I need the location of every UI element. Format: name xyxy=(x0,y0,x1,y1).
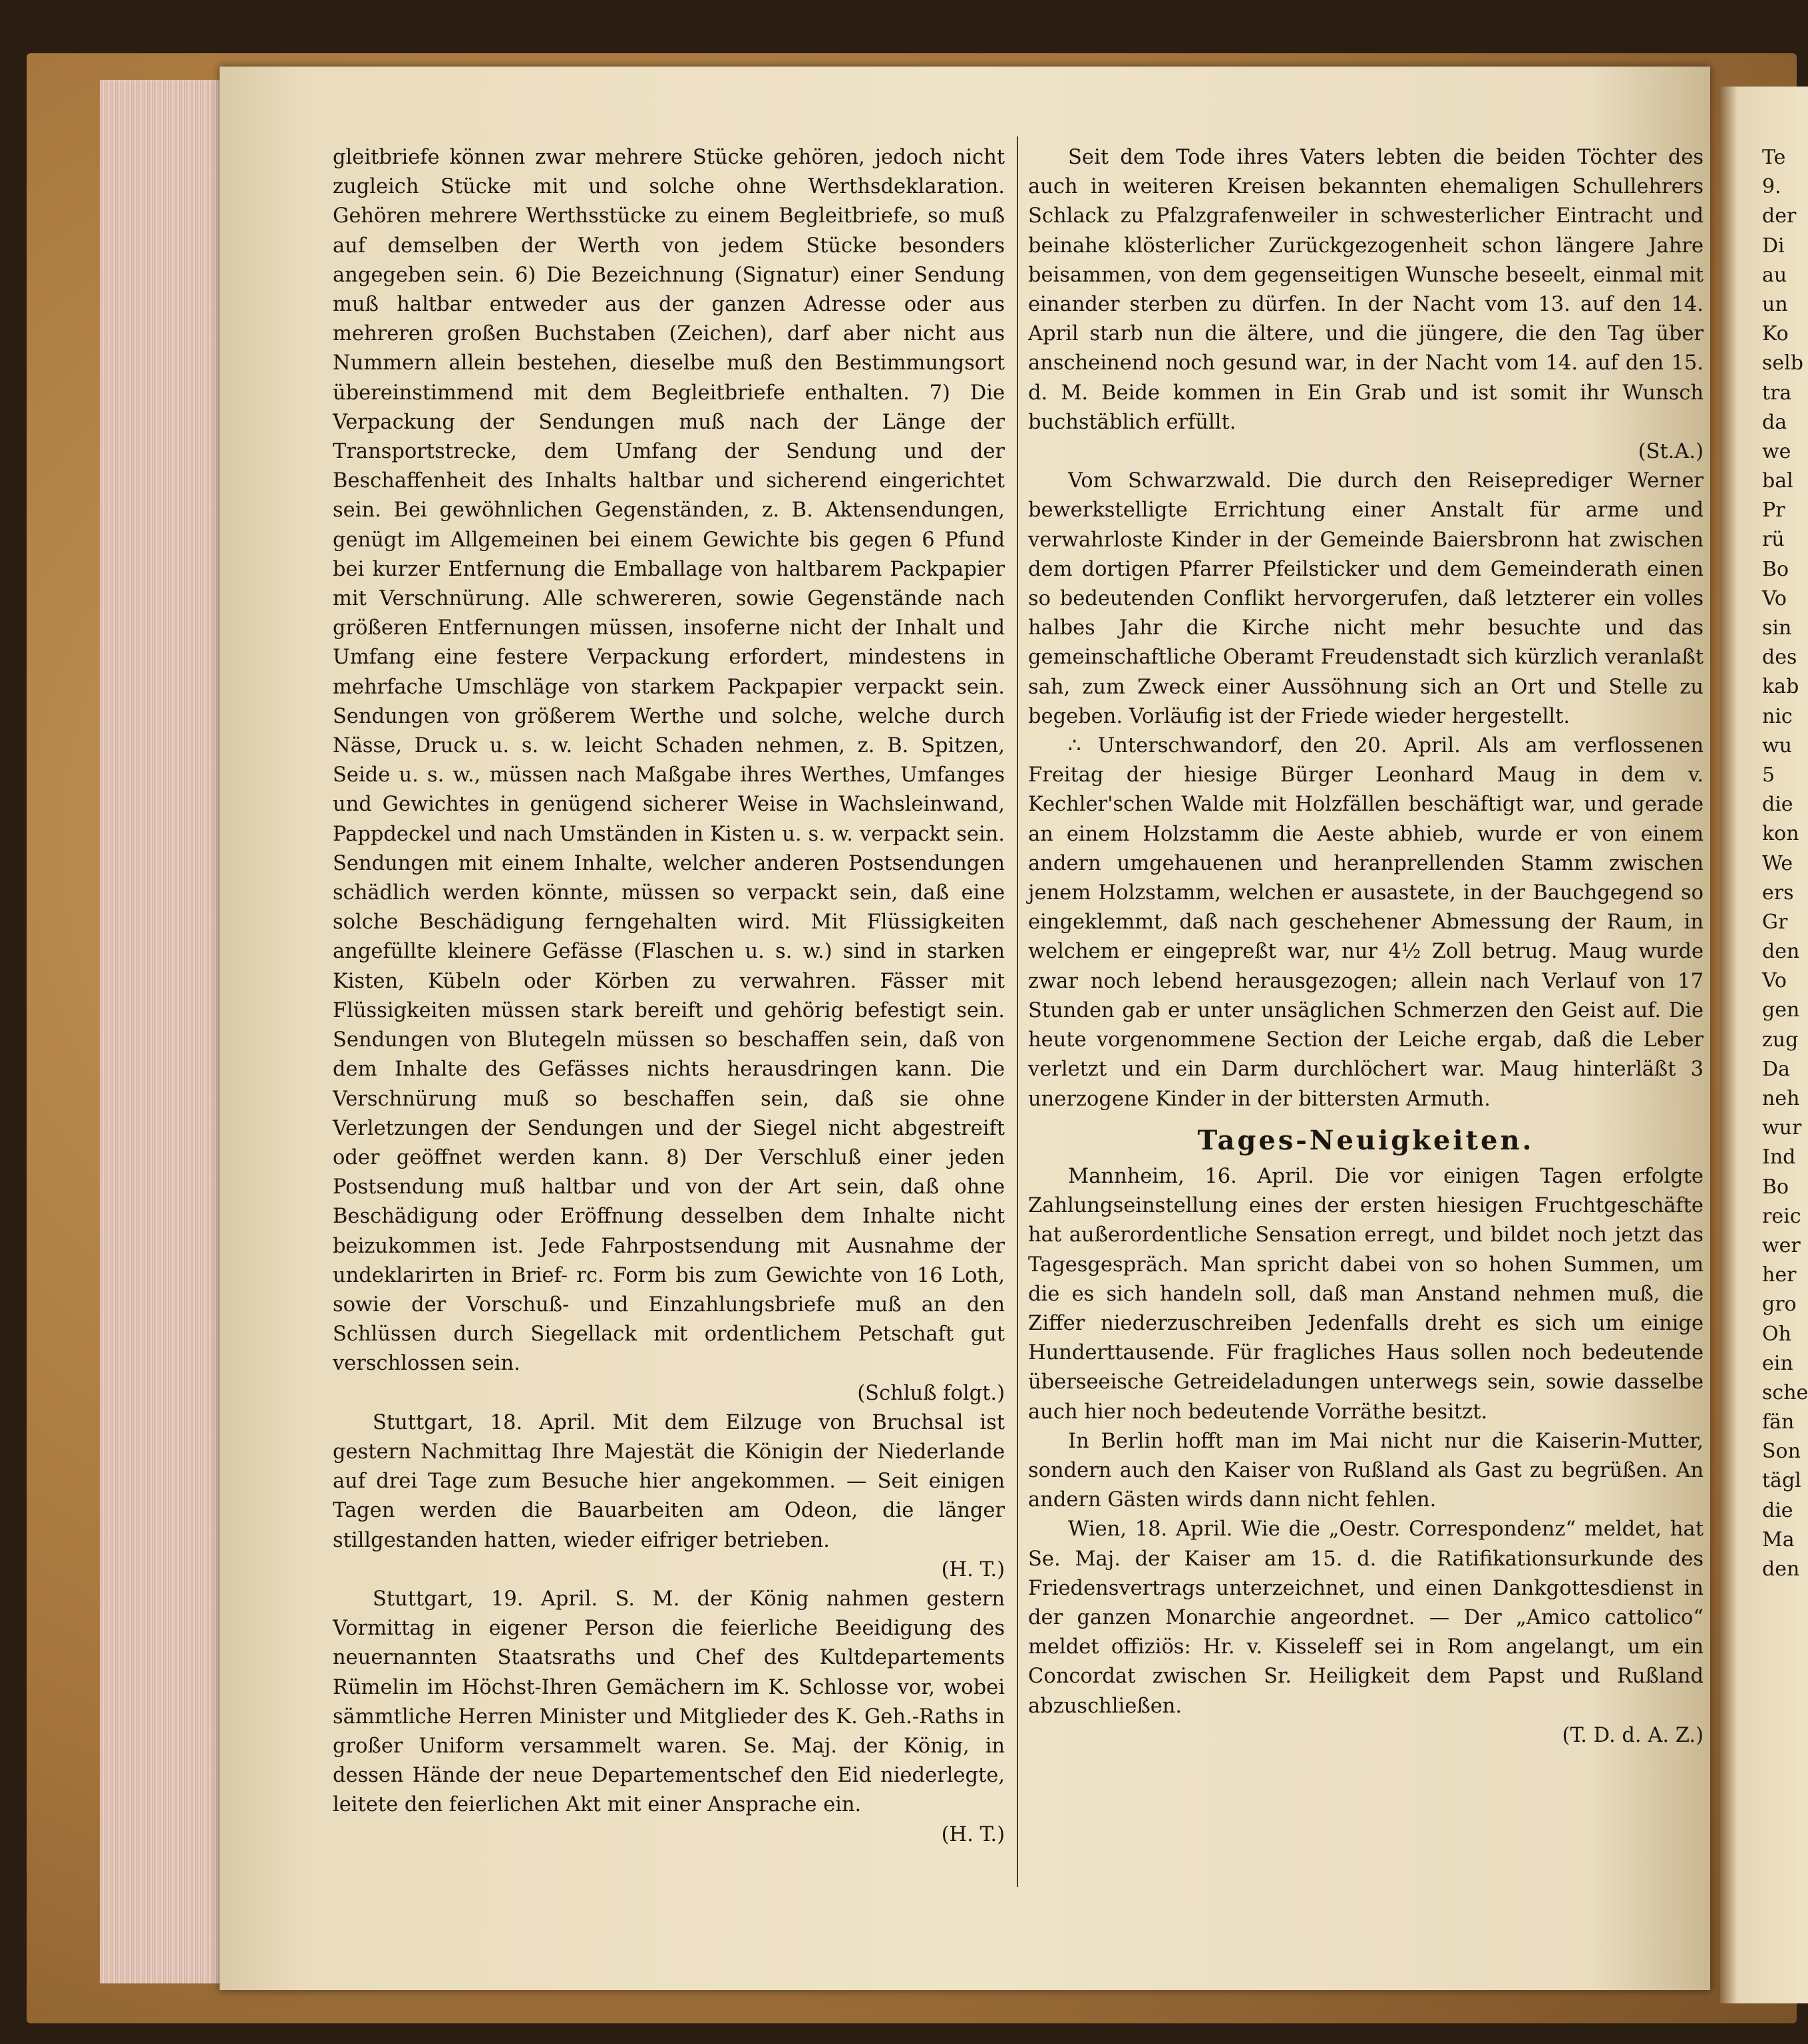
next-page-fragment: Gr xyxy=(1762,910,1788,934)
next-page-fragment: Da xyxy=(1762,1057,1790,1081)
next-page-fragment: neh xyxy=(1762,1087,1800,1110)
next-page-fragment: we xyxy=(1762,439,1791,463)
next-page-fragment: rü xyxy=(1762,528,1785,552)
next-page-fragment: Ko xyxy=(1762,322,1789,346)
signature: (Schluß folgt.) xyxy=(857,1381,1005,1405)
signature: (St.A.) xyxy=(1638,440,1704,464)
article-berlin: In Berlin hofft man im Mai nicht nur die Kaiserin-Mutter, sondern auch den Kaiser von Rußland als Gast zu begrüßen. An andern Gästen wirds dann nicht fehlen. xyxy=(1028,1429,1704,1512)
column-divider xyxy=(1017,136,1018,1887)
next-page-fragment: die xyxy=(1762,1498,1793,1522)
next-page-fragment: un xyxy=(1762,292,1788,316)
next-page-fragment: Son xyxy=(1762,1440,1801,1464)
next-page-fragment: den xyxy=(1762,940,1800,964)
right-column xyxy=(1028,143,1704,1750)
next-page-fragment: da xyxy=(1762,410,1787,434)
next-page-text-fragments xyxy=(1762,143,1808,1584)
next-page-fragment: tägl xyxy=(1762,1469,1801,1493)
next-page-fragment: Di xyxy=(1762,234,1785,258)
next-page-fragment: We xyxy=(1762,851,1793,875)
left-column xyxy=(333,143,1005,1850)
signature: (H. T.) xyxy=(941,1822,1005,1846)
article-wien: Wien, 18. April. Wie die „Oestr. Correspondenz“ meldet, hat Se. Maj. der Kaiser am 15. d. die Ratifikationsurkunde des Friedensvertrags unterzeichnet, und einen Dankgottesdienst in der ganzen Monarchie angeordnet. — Der „Amico cattolico“ meldet offiziös: Hr. v. Kisseleff sei in Rom angelangt, um ein Concordat zwischen Sr. Heiligkeit dem Papst und Rußland abzuschließen. xyxy=(1028,1518,1704,1718)
next-page-fragment: au xyxy=(1762,263,1787,287)
next-page-fragment: 5 xyxy=(1762,763,1775,787)
next-page-fragment: zug xyxy=(1762,1028,1799,1052)
next-page-fragment: Bo xyxy=(1762,557,1789,581)
next-page-fragment: Oh xyxy=(1762,1322,1791,1346)
article-unterschwandorf: ∴ Unterschwandorf, den 20. April. Als am verflossenen Freitag der hiesige Bürger Leonhard Maug in dem v. Kechler'schen Walde mit Holzfällen beschäftigt war, und gerade an einem Holzstamm die Aeste abhieb, wurde er von einem andern umgehauenen und heranprellenden Stamm zwischen jenem Holzstamm, welchen er ausastete, in der Bauchgegend so eingeklemmt, daß nach geschehener Abmessung der Raum, in welchem er eingepreßt war, nur 4½ Zoll betrug. Maug wurde zwar noch lebend herausgezogen; allein nach Verlauf von 17 Stunden gab er unter unsäglichen Schmerzen den Geist auf. Die heute vorgenommene Section der Leiche ergab, daß die Leber verletzt und ein Darm durchlöchert war. Maug hinterläßt 3 unerzogene Kinder in der bittersten Armuth. xyxy=(1028,734,1704,1111)
section-heading: Tages-Neuigkeiten. xyxy=(1197,1124,1535,1156)
next-page-fragment: wer xyxy=(1762,1233,1801,1257)
next-page-fragment: Vo xyxy=(1762,586,1787,610)
next-page-fragment: sin xyxy=(1762,616,1792,640)
signature: (H. T.) xyxy=(941,1557,1005,1581)
article-schlack-sisters: Seit dem Tode ihres Vaters lebten die beiden Töchter des auch in weiteren Kreisen bekannten ehemaligen Schullehrers Schlack zu Pfalzgrafenweiler in schwesterlicher Eintracht und beinahe klösterlicher Zurückgezogenheit schon längere Jahre beisammen, von dem gegenseitigen Wunsche beseelt, einmal mit einander sterben zu dürfen. In der Nacht vom 13. auf den 14. April starb nun die ältere, und die jüngere, die den Tag über anscheinend noch gesund war, in der Nacht vom 14. auf den 15. d. M. Beide kommen in Ein Grab und ist somit ihr Wunsch buchstäblich erfüllt. xyxy=(1028,146,1704,434)
article-mannheim: Mannheim, 16. April. Die vor einigen Tagen erfolgte Zahlungseinstellung eines der ersten hiesigen Fruchtgeschäfte hat außerordentliche Sensation erregt, und bildet noch jetzt das Tagesgespräch. Man spricht dabei von so hohen Summen, um die es sich handeln soll, daß man Anstand nehmen muß, die Ziffer niederzuschreiben Jedenfalls dreht es sich um einige Hunderttausende. Für fragliches Haus sollen noch bedeutende überseeische Getreideladungen unterwegs sein, sowie dasselbe auch hier noch bedeutende Vorräthe besitzt. xyxy=(1028,1164,1704,1424)
next-page-fragment: her xyxy=(1762,1263,1797,1287)
next-page-fragment: gen xyxy=(1762,998,1800,1022)
next-page-fragment: nic xyxy=(1762,704,1793,728)
next-page-fragment: kon xyxy=(1762,822,1799,846)
next-page-fragment: Vo xyxy=(1762,969,1787,993)
article-schwarzwald: Vom Schwarzwald. Die durch den Reiseprediger Werner bewerkstelligte Errichtung einer Anstalt für arme und verwahrloste Kinder in der Gemeinde Baiersbronn hat zwischen dem dortigen Pfarrer Pfeilsticker und dem Gemeinderath einen so bedeutenden Conflikt hervorgerufen, daß letzterer ein volles halbes Jahr die Kirche nicht mehr besuchte und das gemeinschaftliche Oberamt Freudenstadt sich kürzlich veranlaßt sah, zum Zweck einer Aussöhnung sich an Ort und Stelle zu begeben. Vorläufig ist der Friede wieder hergestellt. xyxy=(1028,469,1704,728)
next-page-fragment: ers xyxy=(1762,881,1794,905)
next-page-fragment: den xyxy=(1762,1557,1800,1581)
next-page-fragment: sche xyxy=(1762,1380,1808,1404)
next-page-fragment: reic xyxy=(1762,1204,1801,1228)
next-page-fragment: Pr xyxy=(1762,499,1785,522)
article-postal-regulations: gleitbriefe können zwar mehrere Stücke gehören, jedoch nicht zugleich Stücke mit und solche ohne Werthsdeklaration. Gehören mehrere Werthsstücke zu einem Begleitbriefe, so muß auf demselben der Werth von jedem Stücke besonders angegeben sein. 6) Die Bezeichnung (Signatur) einer Sendung muß haltbar entweder aus der ganzen Adresse oder aus mehreren großen Buchstaben (Zeichen), darf aber nicht aus Nummern allein bestehen, dieselbe muß den Bestimmungsort übereinstimmend mit dem Begleitbriefe enthalten. 7) Die Verpackung der Sendungen muß nach der Länge der Transportstrecke, dem Umfang der Sendung und der Beschaffenheit des Inhalts haltbar und sicherend eingerichtet sein. Bei gewöhnlichen Gegenständen, z. B. Aktensendungen, genügt im Allgemeinen bei einem Gewichte bis gegen 6 Pfund bei kurzer Entfernung die Emballage von haltbarem Packpapier mit Verschnürung. Alle schwereren, sowie Gegenstände nach größeren Entfernungen müssen, insoferne nicht der Inhalt und Umfang eine festere Verpackung erfordert, mindestens in mehrfache Umschläge von starkem Packpapier verpackt sein. Sendungen von größerem Werthe und solche, welche durch Nässe, Druck u. s. w. leicht Schaden nehmen, z. B. Spitzen, Seide u. s. w., müssen nach Maßgabe ihres Werthes, Umfanges und Gewichtes in genügend sicherer Weise in Wachsleinwand, Pappdeckel und nach Umständen in Kisten u. s. w. verpackt sein. Sendungen mit einem Inhalte, welcher anderen Postsendungen schädlich werden könnte, müssen so verpackt sein, daß eine solche Beschädigung ferngehalten wird. Mit Flüssigkeiten angefüllte kleinere Gefässe (Flaschen u. s. w.) sind in starken Kisten, Kübeln oder Körben zu verwahren. Fässer mit Flüssigkeiten müssen stark bereift und gehörig befestigt sein. Sendungen von Blutegeln müssen so beschaffen sein, daß von dem Inhalte des Gefässes nichts herausdringen kann. Die Verschnürung muß so beschaffen sein, daß sie ohne Verletzungen der Sendungen und der Siegel nicht abgestreift oder geöffnet werden kann. 8) Der Verschluß einer jeden Postsendung muß haltbar und von der Art sein, daß ohne Beschädigung oder Eröffnung desselben dem Inhalte nicht beizukommen ist. Jede Fahrpostsendung mit Ausnahme der undeklarirten in Brief- rc. Form bis zum Gewichte von 16 Loth, sowie der Vorschuß- und Einzahlungsbriefe muß an den Schlüssen durch Siegellack mit ordentlichem Petschaft gut verschlossen sein. xyxy=(333,146,1005,1376)
signature: (T. D. d. A. Z.) xyxy=(1562,1723,1704,1747)
next-page-fragment: tra xyxy=(1762,381,1792,405)
next-page-fragment: selb xyxy=(1762,351,1803,375)
next-page-fragment: Ma xyxy=(1762,1528,1795,1551)
next-page-fragment: gro xyxy=(1762,1293,1797,1317)
article-stuttgart-18: Stuttgart, 18. April. Mit dem Eilzuge von Bruchsal ist gestern Nachmittag Ihre Majestät die Königin der Niederlande auf drei Tage zum Besuche hier angekommen. — Seit einigen Tagen werden die Bauarbeiten am Odeon, die länger stillgestanden hatten, wieder eifriger betrieben. xyxy=(333,1410,1005,1552)
next-page-fragment: Te xyxy=(1762,146,1786,169)
next-page-fragment: kab xyxy=(1762,675,1799,699)
next-page-fragment: bal xyxy=(1762,469,1793,493)
next-page-fragment: Ind xyxy=(1762,1145,1796,1169)
next-page-fragment: der xyxy=(1762,204,1797,228)
next-page-fragment: des xyxy=(1762,646,1797,670)
next-page-fragment: fän xyxy=(1762,1410,1795,1434)
article-stuttgart-19: Stuttgart, 19. April. S. M. der König nahmen gestern Vormittag in eigener Person die feierliche Beeidigung des neuernannten Staatsraths und Chef des Kultdepartements Rümelin im Höchst-Ihren Gemächern im K. Schlosse vor, wobei sämmtliche Herren Minister und Mitglieder des K. Geh.-Raths in großer Uniform versammelt waren. Se. Maj. der König, in dessen Hände der neue Departementschef den Eid niederlegte, leitete den feierlichen Akt mit einer Ansprache ein. xyxy=(333,1587,1005,1817)
next-page-fragment: 9. xyxy=(1762,175,1781,199)
next-page-fragment: die xyxy=(1762,793,1793,817)
next-page-fragment: ein xyxy=(1762,1351,1793,1375)
next-page-fragment: wur xyxy=(1762,1116,1802,1140)
next-page-fragment: wu xyxy=(1762,733,1792,757)
next-page-fragment: Bo xyxy=(1762,1175,1789,1199)
